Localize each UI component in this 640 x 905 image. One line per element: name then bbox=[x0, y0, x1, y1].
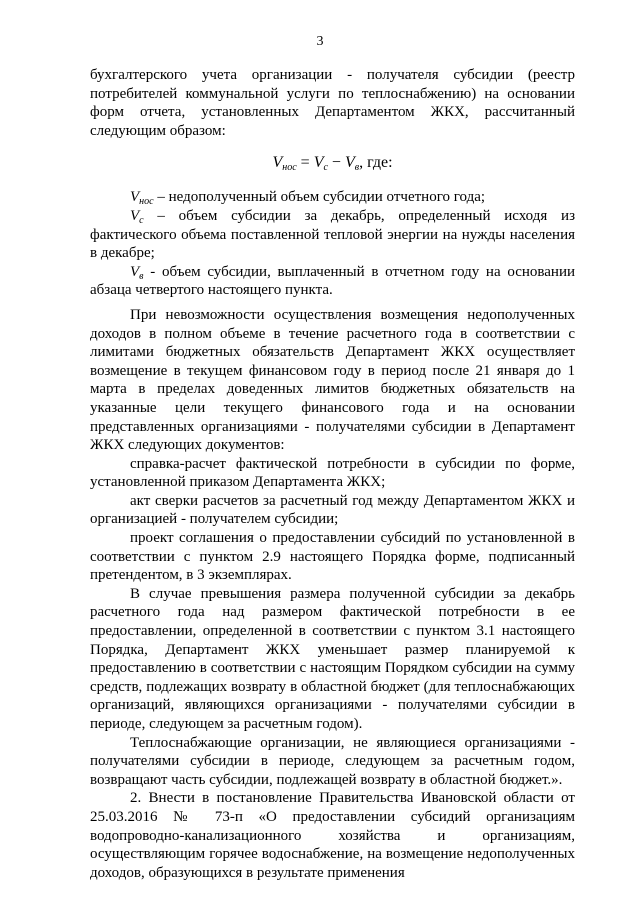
definition-vnos-var: V bbox=[130, 189, 140, 206]
paragraph-2: справка-расчет фактической потребности в субсидии по форме, установленной приказом Департамента ЖКХ; bbox=[90, 455, 575, 491]
formula-term1-sub: c bbox=[323, 162, 328, 174]
formula-minus: − bbox=[327, 154, 345, 172]
paragraph-6: Теплоснабжающие организации, не являющиеся организациями - получателями субсидии в периоде, следующем за расчетным годом, возвращают часть субсидии, подлежащей возврату в областной бюджет.». bbox=[90, 734, 575, 788]
paragraph-5: В случае превышения размера полученной субсидии за декабрь расчетного года над размером фактической потребности в ее предоставлении, определенной в соответствии с пунктом 3.1 настоящего Порядка, Департамент ЖКХ уменьшает размер планируемой к предоставлению в соответствии с настоящим Порядком субсидии на сумму средств, подлежащих возврату в областной бюджет (для теплоснабжающих организаций, являющихся организациями - получателями субсидии в периоде, следующем за расчетным годом). bbox=[90, 585, 575, 732]
definition-vnos-text: – недополученный объем субсидии отчетного года; bbox=[153, 189, 486, 206]
paragraph-intro: бухгалтерского учета организации - получателя субсидии (реестр потребителей коммунальной услуги по теплоснабжению) на основании форм отчета, установленных Департаментом ЖКХ, рассчитанный следующим образом: bbox=[90, 67, 575, 139]
definition-vv-text: - объем субсидии, выплаченный в отчетном году на основании абзаца четвертого настоящего пункта. bbox=[90, 263, 575, 299]
formula-term2-var: V bbox=[344, 154, 355, 172]
definition-vv-sub: в bbox=[139, 270, 144, 282]
formula-lhs-var: V bbox=[272, 154, 283, 172]
formula-term2-sub: в bbox=[354, 162, 360, 174]
formula bbox=[90, 150, 575, 176]
document-body bbox=[90, 66, 575, 882]
definition-vnos-sub: нос bbox=[139, 196, 154, 208]
paragraph-1: При невозможности осуществления возмещения недополученных доходов в полном объеме в течение расчетного года в соответствии с лимитами бюджетных обязательств Департамент ЖКХ осуществляет возмещение в текущем финансовом году в период после 21 января до 1 марта в пределах доведенных лимитов бюджетных обязательств на указанные цели текущего финансового года и на основании представленных организациями - получателями субсидии в Департамент ЖКХ следующих документов: bbox=[90, 306, 575, 454]
definition-vv bbox=[90, 263, 575, 300]
definition-vc bbox=[90, 207, 575, 263]
formula-tail: , где: bbox=[359, 154, 393, 172]
page-number: 3 bbox=[316, 34, 324, 49]
formula-term1-var: V bbox=[313, 154, 324, 172]
definition-vc-text: – объем субсидии за декабрь, определенный исходя из фактического объема поставленной тепловой энергии на нужды населения в декабре; bbox=[90, 207, 575, 262]
paragraph-4: проект соглашения о предоставлении субсидий по установленной в соответствии с пунктом 2.9 настоящего Порядка форме, подписанный претендентом, в 3 экземплярах. bbox=[90, 530, 575, 584]
definition-vnos bbox=[90, 188, 575, 207]
definition-vc-sub: c bbox=[139, 214, 144, 226]
formula-lhs-sub: нос bbox=[282, 162, 297, 174]
definition-vv-var: V bbox=[130, 263, 140, 280]
definition-vc-var: V bbox=[130, 207, 140, 224]
formula-equals: = bbox=[296, 154, 314, 172]
paragraph-7: 2. Внести в постановление Правительства Ивановской области от 25.03.2016 № 73-п «О предоставлении субсидий организациям водопроводно-канализационного хозяйства и организациям, осуществляющим горячее водоснабжение, на возмещение недополученных доходов, образующихся в результате применения bbox=[90, 790, 575, 881]
paragraph-3: акт сверки расчетов за расчетный год между Департаментом ЖКХ и организацией - получателем субсидии; bbox=[90, 492, 575, 528]
